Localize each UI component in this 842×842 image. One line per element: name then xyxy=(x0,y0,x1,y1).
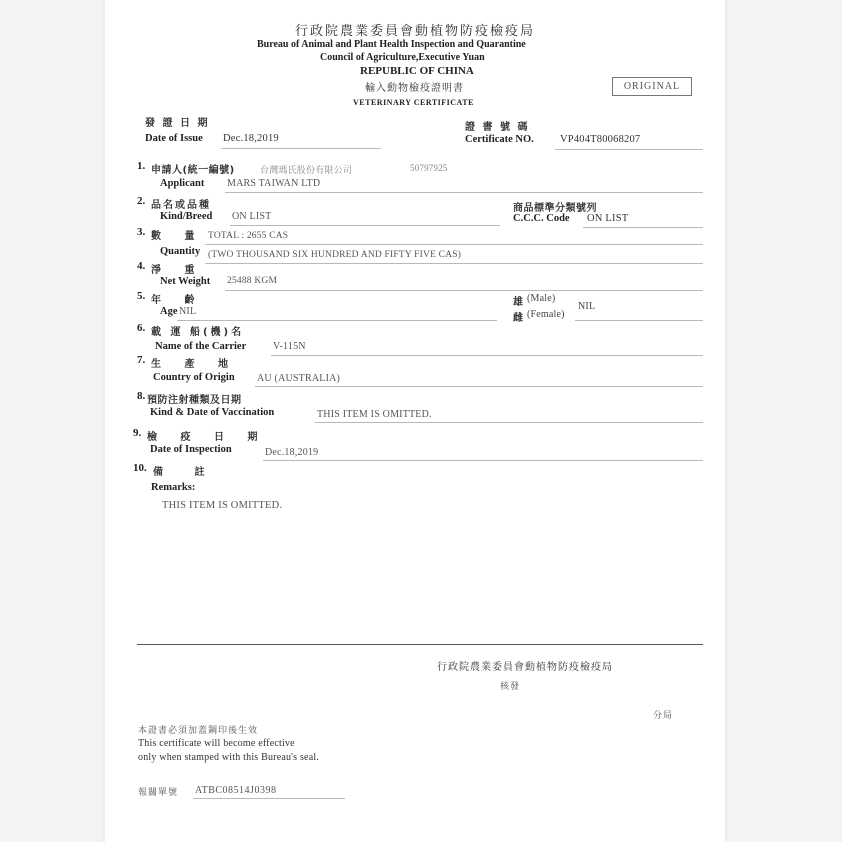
kind-label-cn: 品名或品種 xyxy=(151,200,211,211)
inspection-underline xyxy=(263,460,703,461)
field-number: 1. xyxy=(137,160,146,172)
remarks-label-en: Remarks: xyxy=(151,482,196,493)
female-label-en: (Female) xyxy=(527,309,565,320)
ccc-underline xyxy=(583,227,703,228)
vaccination-underline xyxy=(315,422,703,423)
quantity-underline xyxy=(205,263,703,264)
weight-value: 25488 KGM xyxy=(227,276,278,286)
ccc-label-cn: 商品標準分類號列 xyxy=(513,203,597,214)
field-number: 9. xyxy=(133,427,142,439)
inspection-label-en: Date of Inspection xyxy=(150,444,232,455)
cert-no-label-en: Certificate NO. xyxy=(465,134,534,145)
age-label-en: Age xyxy=(160,306,178,317)
field-number: 2. xyxy=(137,195,146,207)
quantity-total: TOTAL : 2655 CAS xyxy=(208,231,289,241)
age-underline xyxy=(177,320,497,321)
male-label-en: (Male) xyxy=(527,293,556,304)
field-number: 7. xyxy=(137,354,146,366)
footer-issued-cn: 核發 xyxy=(500,682,521,692)
customs-ref-label-cn: 報關單號 xyxy=(138,788,179,798)
age-label-cn: 年 齡 xyxy=(151,295,205,306)
certificate-page xyxy=(105,0,725,842)
field-number: 10. xyxy=(133,462,147,474)
footer-divider xyxy=(137,644,703,645)
carrier-value: V-115N xyxy=(273,341,306,352)
vaccination-label-en: Kind & Date of Vaccination xyxy=(150,407,275,418)
customs-ref-underline xyxy=(193,798,345,799)
original-badge: ORIGINAL xyxy=(612,77,692,96)
field-number: 8. xyxy=(137,390,146,402)
origin-label-en: Country of Origin xyxy=(153,372,235,383)
seal-note-en-2: only when stamped with this Bureau's seal. xyxy=(138,752,320,763)
certificate-title-cn: 輸入動物檢疫證明書 xyxy=(365,83,464,94)
ccc-label-en: C.C.C. Code xyxy=(513,213,570,224)
quantity-label-cn: 數 量 xyxy=(151,231,205,242)
field-number: 5. xyxy=(137,290,146,302)
kind-value: ON LIST xyxy=(232,211,272,222)
male-label-cn: 雄 xyxy=(513,297,525,308)
age-value: NIL xyxy=(179,306,197,317)
origin-value: AU (AUSTRALIA) xyxy=(257,373,341,384)
female-label-cn: 雌 xyxy=(513,313,525,324)
quantity-value: (TWO THOUSAND SIX HUNDRED AND FIFTY FIVE CAS) xyxy=(208,250,462,260)
seal-note-cn: 本證書必須加蓋鋼印後生效 xyxy=(138,726,259,736)
carrier-label-en: Name of the Carrier xyxy=(155,341,247,352)
kind-underline xyxy=(230,225,500,226)
issue-date-label-cn: 發 證 日 期 xyxy=(145,118,210,129)
agency-title-cn: 行政院農業委員會動植物防疫檢疫局 xyxy=(295,24,536,39)
carrier-label-cn: 載 運 船(機)名 xyxy=(151,327,245,338)
certificate-title-en: VETERINARY CERTIFICATE xyxy=(353,98,474,107)
weight-label-cn: 淨 重 xyxy=(151,265,205,276)
applicant-label-en: Applicant xyxy=(160,178,205,189)
quantity-total-underline xyxy=(205,244,703,245)
inspection-label-cn: 檢 疫 日 期 xyxy=(147,432,268,443)
sex-underline xyxy=(575,320,703,321)
origin-label-cn: 生 產 地 xyxy=(151,359,238,370)
applicant-label-cn: 申請人(統一編號) xyxy=(151,165,235,176)
cert-no-label-cn: 證 書 號 碼 xyxy=(465,122,530,133)
footer-agency-cn: 行政院農業委員會動植物防疫檢疫局 xyxy=(437,662,613,673)
issue-date-underline xyxy=(221,148,381,149)
applicant-value: MARS TAIWAN LTD xyxy=(227,178,321,189)
applicant-underline xyxy=(225,192,703,193)
origin-underline xyxy=(255,386,703,387)
quantity-label-en: Quantity xyxy=(160,246,201,257)
field-number: 6. xyxy=(137,322,146,334)
remarks-label-cn: 備 註 xyxy=(153,467,219,478)
issue-date-label-en: Date of Issue xyxy=(145,133,203,144)
sex-value: NIL xyxy=(578,301,596,312)
cert-no-value: VP404T80068207 xyxy=(560,134,641,145)
kind-label-en: Kind/Breed xyxy=(160,211,213,222)
field-number: 3. xyxy=(137,226,146,238)
vaccination-label-cn: 預防注射種類及日期 xyxy=(147,395,242,406)
council-title-en: Council of Agriculture,Executive Yuan xyxy=(320,52,485,63)
inspection-value: Dec.18,2019 xyxy=(265,447,319,458)
field-number: 4. xyxy=(137,260,146,272)
applicant-value-cn: 台灣瑪氏股份有限公司 xyxy=(260,165,353,175)
cert-no-underline xyxy=(555,149,703,150)
remarks-value: THIS ITEM IS OMITTED. xyxy=(162,500,283,511)
carrier-underline xyxy=(271,355,703,356)
issue-date-value: Dec.18,2019 xyxy=(223,133,279,144)
weight-label-en: Net Weight xyxy=(160,276,211,287)
country-title: REPUBLIC OF CHINA xyxy=(360,65,474,77)
seal-note-en-1: This certificate will become effective xyxy=(138,738,295,749)
agency-title-en: Bureau of Animal and Plant Health Inspection and Quarantine xyxy=(257,39,526,50)
customs-ref-value: ATBC08514J0398 xyxy=(195,785,277,796)
footer-branch-cn: 分局 xyxy=(653,711,674,721)
weight-underline xyxy=(225,290,703,291)
applicant-id-value: 50797925 xyxy=(410,163,448,173)
ccc-value: ON LIST xyxy=(587,213,629,224)
vaccination-value: THIS ITEM IS OMITTED. xyxy=(317,409,432,420)
